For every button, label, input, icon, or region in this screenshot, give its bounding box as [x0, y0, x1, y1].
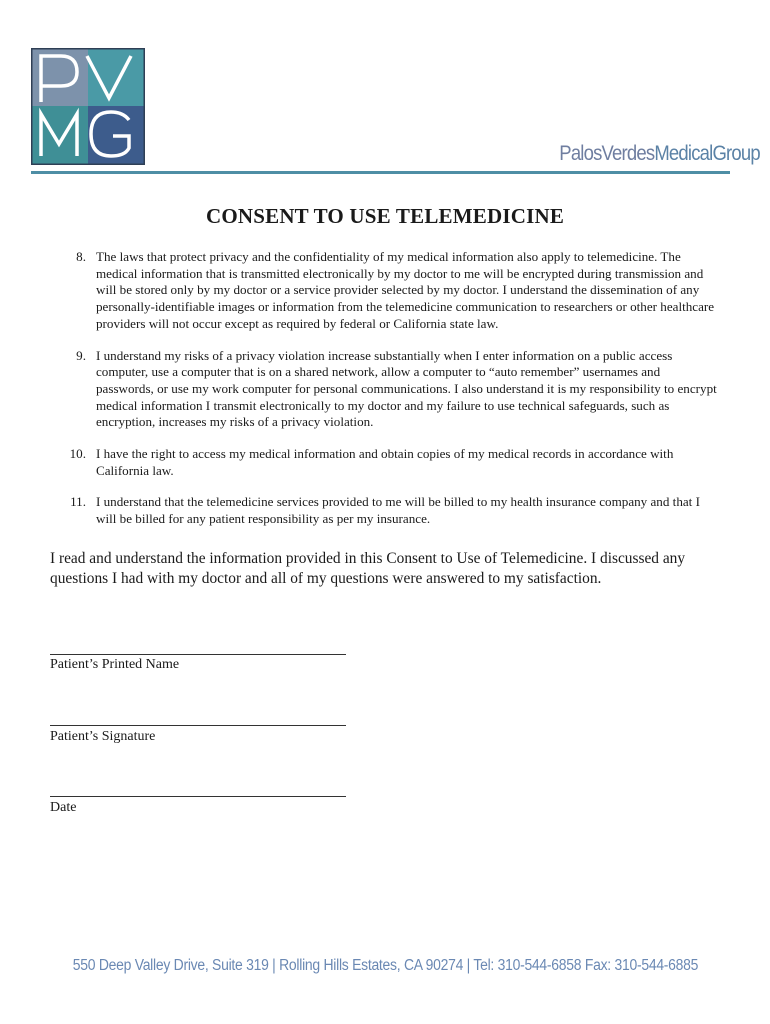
- item-text: The laws that protect privacy and the confidentiality of my medical information also apply to telemedicine. The medical information that is transmitted electronically by my doctor to me will be encrypted during transmission and will be stored only by my doctor or a service provider selected by my doctor. I understand the dissemination of any personally-identifiable images or information from the telemedicine communication to researchers or other healthcare providers will not occur except as required by federal or California state law.: [96, 249, 715, 331]
- signature-line[interactable]: [50, 725, 346, 726]
- date-line[interactable]: [50, 796, 346, 797]
- consent-item: [50, 446, 720, 479]
- brand-name: [559, 142, 760, 166]
- brand-name-part1: PalosVerdes: [559, 142, 655, 165]
- acknowledgement-statement: I read and understand the information provided in this Consent to Use of Telemedicine. I discussed any questions I had with my doctor and all of my questions were answered to my satisfaction.: [50, 550, 686, 587]
- document-title: CONSENT TO USE TELEMEDICINE: [205, 204, 565, 228]
- signature-label: Patient’s Signature: [50, 729, 156, 744]
- printed-name-line[interactable]: [50, 654, 346, 655]
- consent-items-list: [50, 249, 720, 543]
- footer-address: [0, 957, 770, 975]
- item-number: 9.: [76, 347, 86, 363]
- item-text: I understand my risks of a privacy violation increase substantially when I enter information on a public access computer, use a computer that is on a shared network, allow a computer to “auto remember” usernames and passwords, or use my work computer for personal communications. I also understand it is my responsibility to encrypt medical information I transmit electronically to my doctor and my failure to use technical safeguards, such as encryption, increases my risks of a privacy violation.: [96, 347, 717, 430]
- consent-item: [50, 348, 720, 432]
- item-number: 11.: [70, 494, 86, 510]
- pvmg-logo: [31, 48, 145, 165]
- item-text: I have the right to access my medical information and obtain copies of my medical records in accordance with California law.: [96, 446, 674, 478]
- consent-item: [50, 249, 720, 333]
- consent-item: [50, 494, 720, 527]
- date-label: Date: [50, 800, 77, 815]
- item-number: 10.: [69, 446, 86, 462]
- item-text: I understand that the telemedicine services provided to me will be billed to my health insurance company and that I will be billed for any patient responsibility as per my insurance.: [96, 494, 700, 527]
- item-number: 8.: [76, 249, 86, 264]
- brand-name-part2: MedicalGroup: [654, 142, 760, 165]
- printed-name-label: Patient’s Printed Name: [50, 657, 180, 672]
- header-rule: [31, 171, 730, 174]
- footer-text: 550 Deep Valley Drive, Suite 319 | Rolling Hills Estates, CA 90274 | Tel: 310-544-6858 Fax: 310-544-6885: [72, 957, 698, 974]
